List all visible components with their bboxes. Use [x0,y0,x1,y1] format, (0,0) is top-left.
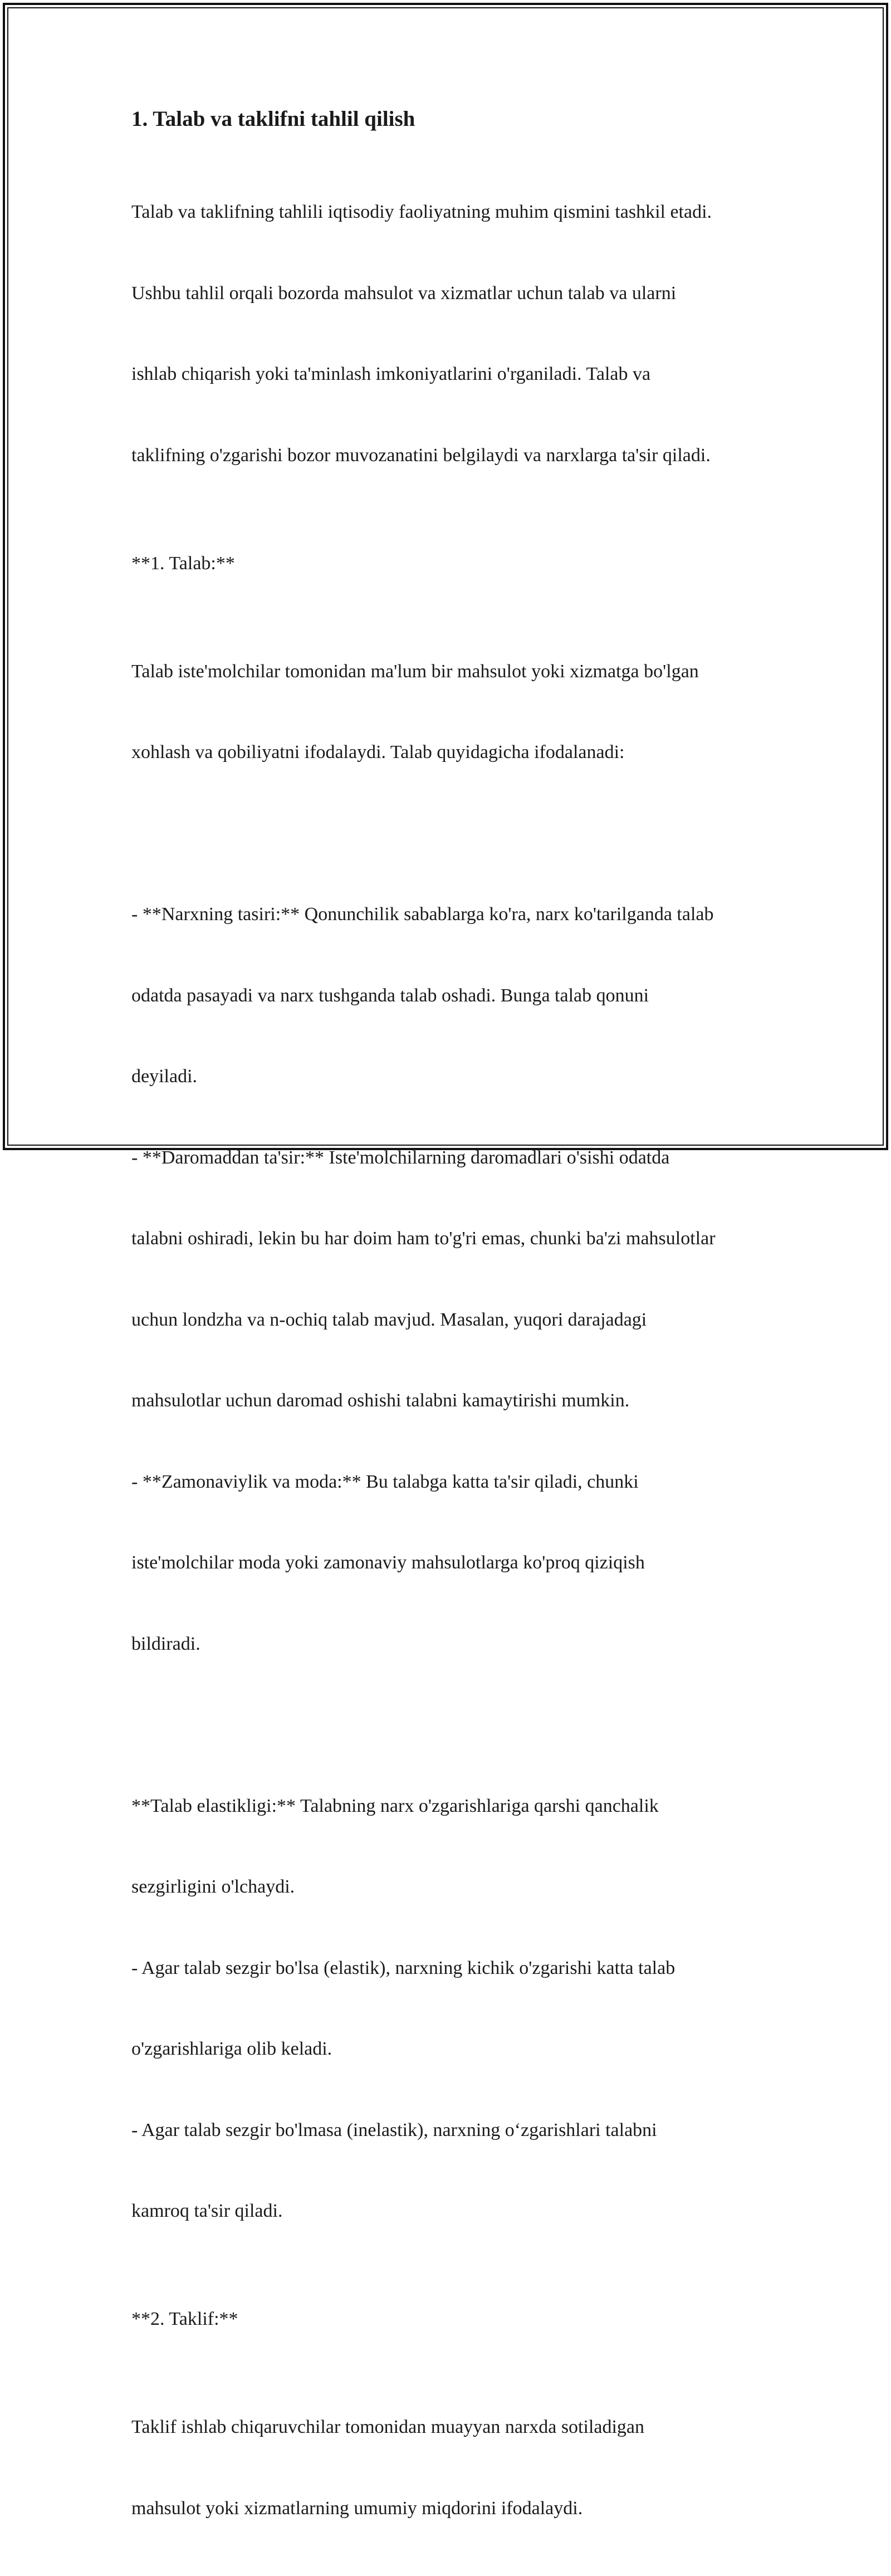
taklif-definition [131,2360,777,2576]
text-line: iste'molchilar moda yoki zamonaviy mahsulotlarga ko'proq qiziqish [131,1552,645,1573]
text-line: sezgirligini o'lchaydi. [131,1876,295,1897]
text-line: ishlab chiqarish yoki ta'minlash imkoniyatlarini o'rganiladi. Talab va [131,364,651,384]
text-line: Talab iste'molchilar tomonidan ma'lum bir mahsulot yoki xizmatga bo'lgan [131,661,699,682]
talab-subheading: **1. Talab:** [131,553,235,574]
text-line: bildiradi. [131,1633,200,1654]
text-line: mahsulotlar uchun daromad oshishi talabni kamaytirishi mumkin. [131,1390,630,1411]
document-body [131,104,777,2576]
section-heading: 1. Talab va taklifni tahlil qilish [131,107,415,131]
text-line: deyiladi. [131,1066,198,1087]
elasticity-paragraph [131,1739,777,2279]
talab-definition [131,604,777,820]
talab-points [131,847,777,1712]
text-line: - **Daromaddan ta'sir:** Iste'molchilarning daromadlari o'sishi odatda [131,1147,670,1168]
text-line: taklifning o'zgarishi bozor muvozanatini belgilaydi va narxlarga ta'sir qiladi. [131,444,711,466]
text-line: xohlash va qobiliyatni ifodalaydi. Talab quyidagicha ifodalanadi: [131,742,625,762]
text-line: Ushbu tahlil orqali bozorda mahsulot va xizmatlar uchun talab va ularni [131,282,677,304]
blank-line [131,2333,777,2360]
text-line: talabni oshiradi, lekin bu har doim ham to'g'ri emas, chunki ba'zi mahsulotlar [131,1228,716,1249]
text-line: uchun londzha va n-ochiq talab mavjud. Masalan, yuqori darajadagi [131,1309,647,1330]
text-line: odatda pasayadi va narx tushganda talab oshadi. Bunga talab qonuni [131,985,649,1006]
text-line: Taklif ishlab chiqaruvchilar tomonidan muayyan narxda sotiladigan [131,2417,645,2437]
taklif-subheading: **2. Taklif:** [131,2309,238,2329]
intro-paragraph [131,145,777,523]
text-line: kamroq ta'sir qiladi. [131,2201,283,2221]
text-line: o'zgarishlariga olib keladi. [131,2039,332,2059]
text-line: - **Narxning tasiri:** Qonunchilik sabablarga ko'ra, narx ko'tarilganda talab [131,904,714,925]
text-line: - Agar talab sezgir bo'lsa (elastik), narxning kichik o'zgarishi katta talab [131,1957,675,1978]
blank-line [131,1712,777,1739]
text-line: - Agar talab sezgir bo'lmasa (inelastik), narxning o‘zgarishlari talabni [131,2119,657,2140]
text-line: Talab va taklifning tahlili iqtisodiy faoliyatning muhim qismini tashkil etadi. [131,202,712,222]
blank-line [131,577,777,604]
blank-line [131,2279,777,2306]
text-line: - **Zamonaviylik va moda:** Bu talabga katta ta'sir qiladi, chunki [131,1471,639,1492]
text-line: mahsulot yoki xizmatlarning umumiy miqdorini ifodalaydi. [131,2497,583,2519]
blank-line [131,523,777,550]
text-line: **Talab elastikligi:** Talabning narx o'zgarishlariga qarshi qanchalik [131,1795,659,1816]
blank-line [131,820,777,848]
